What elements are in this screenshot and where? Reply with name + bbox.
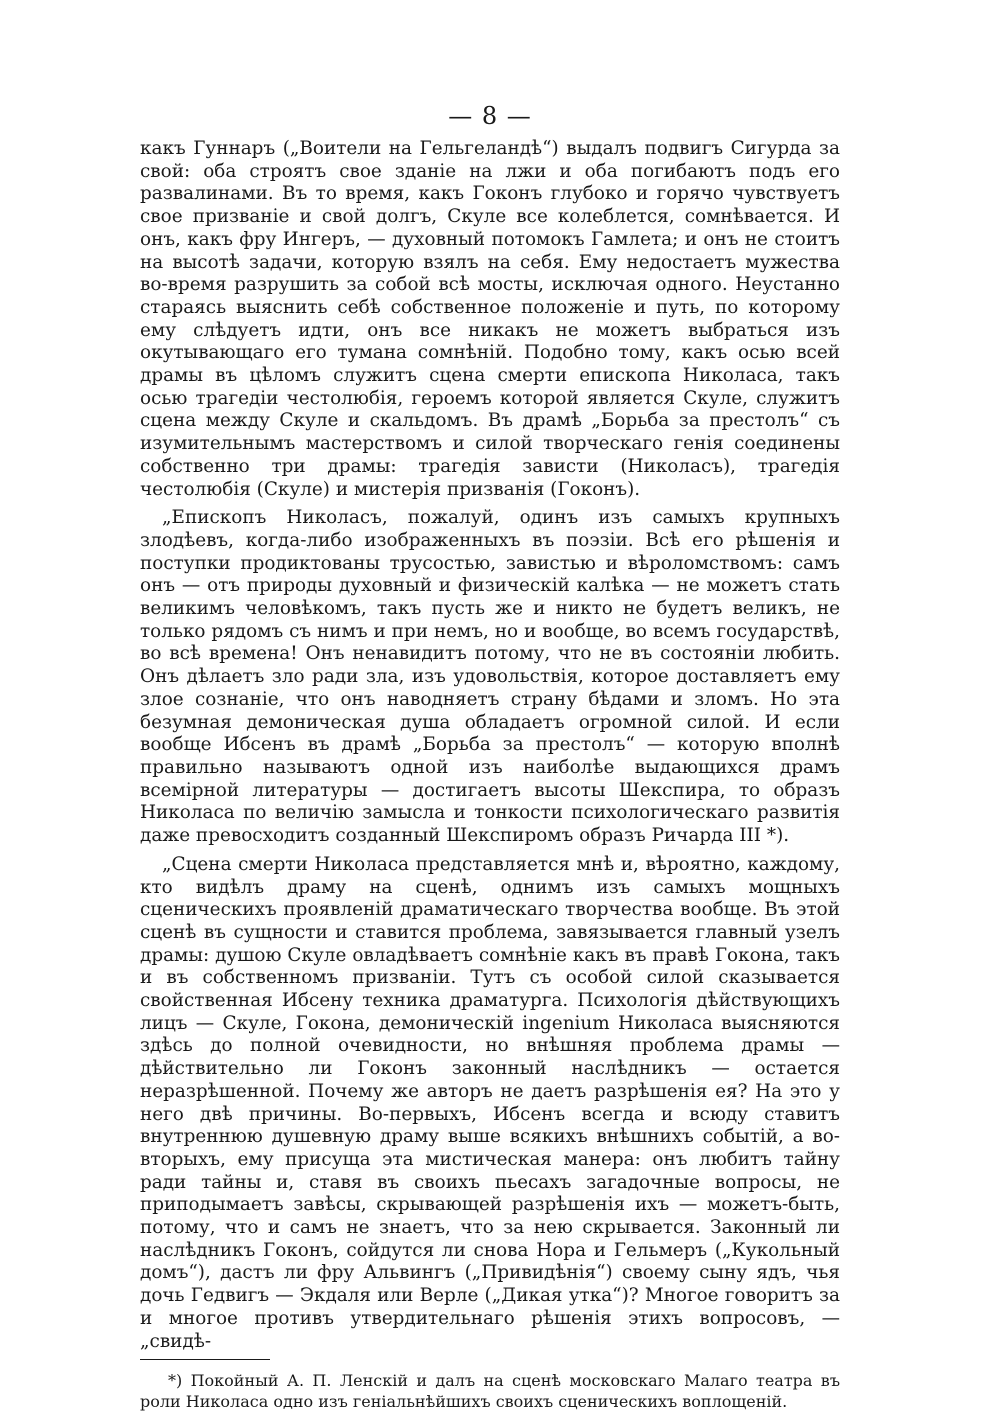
paragraph-continuation: какъ Гуннаръ („Воители на Гельгеландѣ“) выдалъ подвигъ Сигурда за свой: оба строятъ свое зданіе на лжи и оба погибаютъ подъ его развалинами. Въ то время, какъ Гоконъ глубоко и горячо чувствуетъ свое призваніе и свой долгъ, Скуле все колеблется, сомнѣвается. И онъ, какъ фру Ингеръ, — духовный потомокъ Гамлета; и онъ не стоитъ на высотѣ задачи, которую взялъ на себя. Ему недостаетъ мужества во-время разрушить за собой всѣ мосты, исключая одного. Неустанно стараясь выяснить себѣ собственное положеніе и путь, по которому ему слѣдуетъ идти, онъ все никакъ не можетъ выбраться изъ окутывающаго его тумана сомнѣній. Подобно тому, какъ осью всей драмы въ цѣломъ служитъ сцена смерти епископа Николаса, такъ осью трагедіи честолюбія, героемъ которой является Скуле, служитъ сцена между Скуле и скальдомъ. Въ драмѣ „Борьба за престолъ“ съ изумительнымъ мастерствомъ и силой творческаго генія соединены собственно три драмы: трагедія зависти (Николасъ), трагедія честолюбія (Скуле) и мистерія призванія (Гоконъ).: [140, 138, 840, 500]
footnote: *) Покойный А. П. Ленскій и далъ на сценѣ московскаго Малаго театра въ роли Николаса одно изъ геніальнѣйшихъ своихъ сценическихъ воплощеній.: [140, 1371, 840, 1412]
paragraph-nicholas-villain: „Епископъ Николасъ, пожалуй, одинъ изъ самыхъ крупныхъ злодѣевъ, когда-либо изображенныхъ въ поэзіи. Всѣ его рѣшенія и поступки продиктованы трусостью, завистью и вѣроломствомъ: самъ онъ — отъ природы духовный и физическій калѣка — не можетъ стать великимъ человѣкомъ, такъ пусть же и никто не будетъ великъ, не только рядомъ съ нимъ и при немъ, но и вообще, во всемъ государствѣ, во всѣ времена! Онъ ненавидитъ потому, что не въ состояніи любить. Онъ дѣлаетъ зло ради зла, изъ удовольствія, которое доставляетъ ему злое сознаніе, что онъ наводняетъ страну бѣдами и зломъ. Но эта безумная демоническая душа обладаетъ огромной силой. И если вообще Ибсенъ въ драмѣ „Борьба за престолъ“ — которую вполнѣ правильно называютъ одной изъ наиболѣе выдающихся драмъ всемірной литературы — достигаетъ высоты Шекспира, то образъ Николаса по величію замысла и тонкости психологическаго развитія даже превосходитъ созданный Шекспиромъ образъ Ричарда III *).: [140, 507, 840, 847]
page-number: — 8 —: [448, 102, 532, 130]
footnote-divider: [140, 1359, 270, 1360]
paragraph-death-scene: „Сцена смерти Николаса представляется мнѣ и, вѣроятно, каждому, кто видѣлъ драму на сценѣ, однимъ изъ самыхъ мощныхъ сценическихъ проявленій драматическаго творчества вообще. Въ этой сценѣ въ сущности и ставится проблема, завязывается главный узелъ драмы: душою Скуле овладѣваетъ сомнѣніе какъ въ правѣ Гокона, такъ и въ собственномъ призваніи. Тутъ съ особой силой сказывается свойственная Ибсену техника драматурга. Психологія дѣйствующихъ лицъ — Скуле, Гокона, демоническій ingenium Николаса выясняются здѣсь до полной очевидности, но внѣшняя проблема драмы — дѣйствительно ли Гоконъ законный наслѣдникъ — остается неразрѣшенной. Почему же авторъ не даетъ разрѣшенія ея? На это у него двѣ причины. Во-первыхъ, Ибсенъ всегда и всюду ставитъ внутреннюю душевную драму выше всякихъ внѣшнихъ событій, а во-вторыхъ, ему присуща эта мистическая манера: онъ любитъ тайну ради тайны и, ставя въ своихъ пьесахъ загадочные вопросы, не приподымаетъ завѣсы, скрывающей разрѣшенія ихъ — можетъ-быть, потому, что и самъ не знаетъ, что за нею скрывается. Законный ли наслѣдникъ Гоконъ, сойдутся ли снова Нора и Гельмеръ („Кукольный домъ“), дастъ ли фру Альвингъ („Привидѣнія“) своему сыну ядъ, чья дочь Гедвигъ — Экдаля или Верле („Дикая утка“)? Многое говоритъ за и многое противъ утвердительнаго рѣшенія этихъ вопросовъ, — „свидѣ-: [140, 853, 840, 1352]
body-text: [140, 138, 840, 1353]
document-page: [140, 100, 840, 1412]
